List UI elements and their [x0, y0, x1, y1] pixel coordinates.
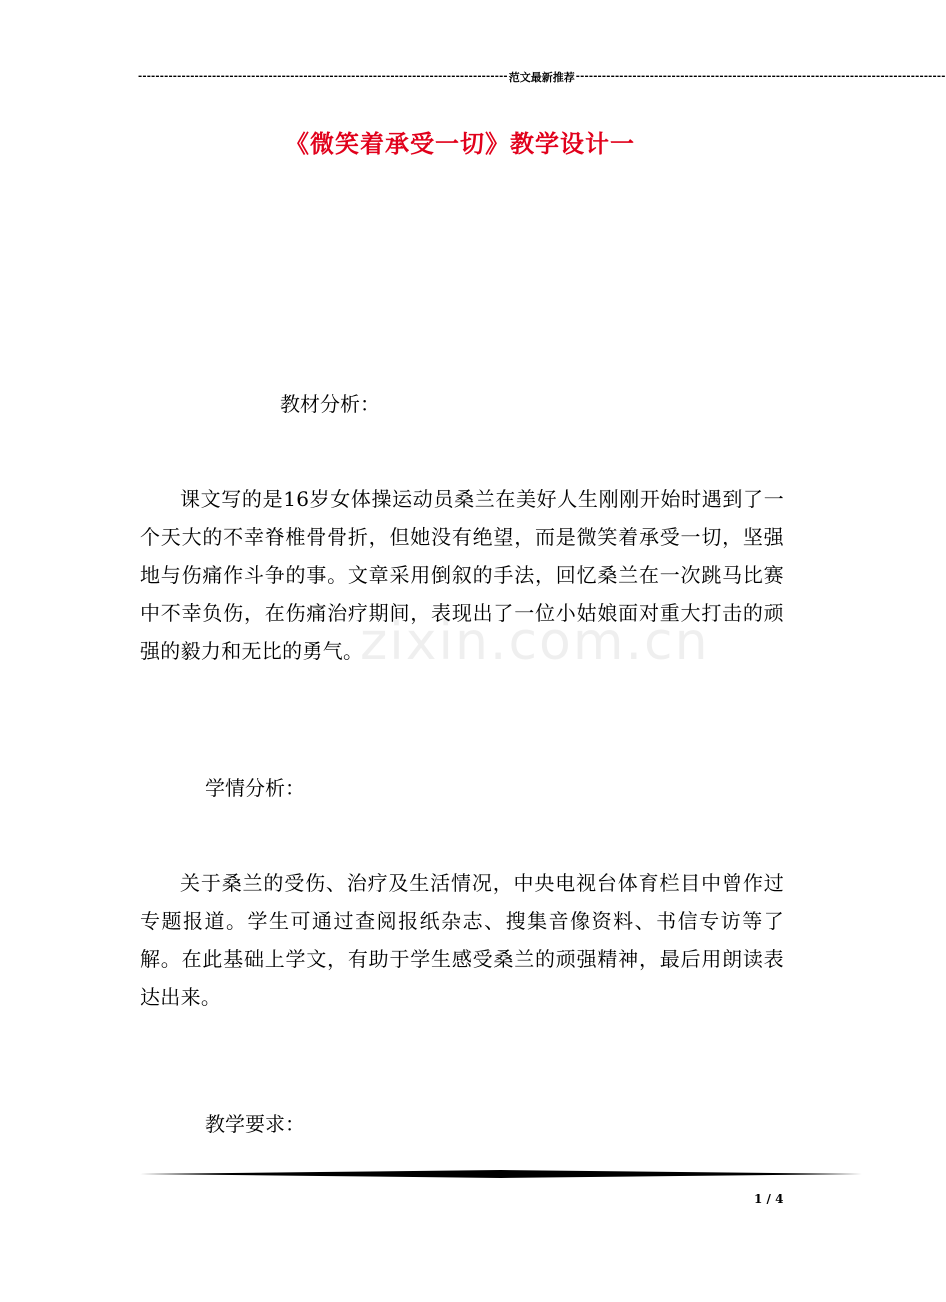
section-heading-requirements: 教学要求：	[205, 1112, 305, 1136]
header-label: 范文最新推荐	[508, 71, 575, 84]
section-paragraph-students: 关于桑兰的受伤、治疗及生活情况，中央电视台体育栏目中曾作过专题报道。学生可通过查阅报纸杂志、搜集音像资料、书信专访等了解。在此基础上学文，有助于学生感受桑兰的顽强精神，最后用朗读表达出来。	[140, 871, 784, 1009]
header-dash-right: -------------------------------------------------------------------------------------	[575, 71, 946, 82]
document-title: 《微笑着承受一切》教学设计一	[285, 129, 635, 158]
header-dash-left: -------------------------------------------------------------------------------------	[138, 71, 508, 82]
section-heading-materials: 教材分析：	[280, 392, 380, 416]
footer-divider	[140, 1168, 862, 1180]
section-heading-students: 学情分析：	[205, 776, 305, 800]
section-paragraph-materials: 课文写的是16岁女体操运动员桑兰在美好人生刚刚开始时遇到了一个天大的不幸脊椎骨骨折，但她没有绝望，而是微笑着承受一切，坚强地与伤痛作斗争的事。文章采用倒叙的手法，回忆桑兰在一次跳马比赛中不幸负伤，在伤痛治疗期间，表现出了一位小姑娘面对重大打击的顽强的毅力和无比的勇气。	[140, 487, 784, 663]
page-number: 1 / 4	[754, 1192, 784, 1206]
watermark: zixin.com.cn	[360, 612, 710, 672]
page-header	[138, 68, 946, 86]
